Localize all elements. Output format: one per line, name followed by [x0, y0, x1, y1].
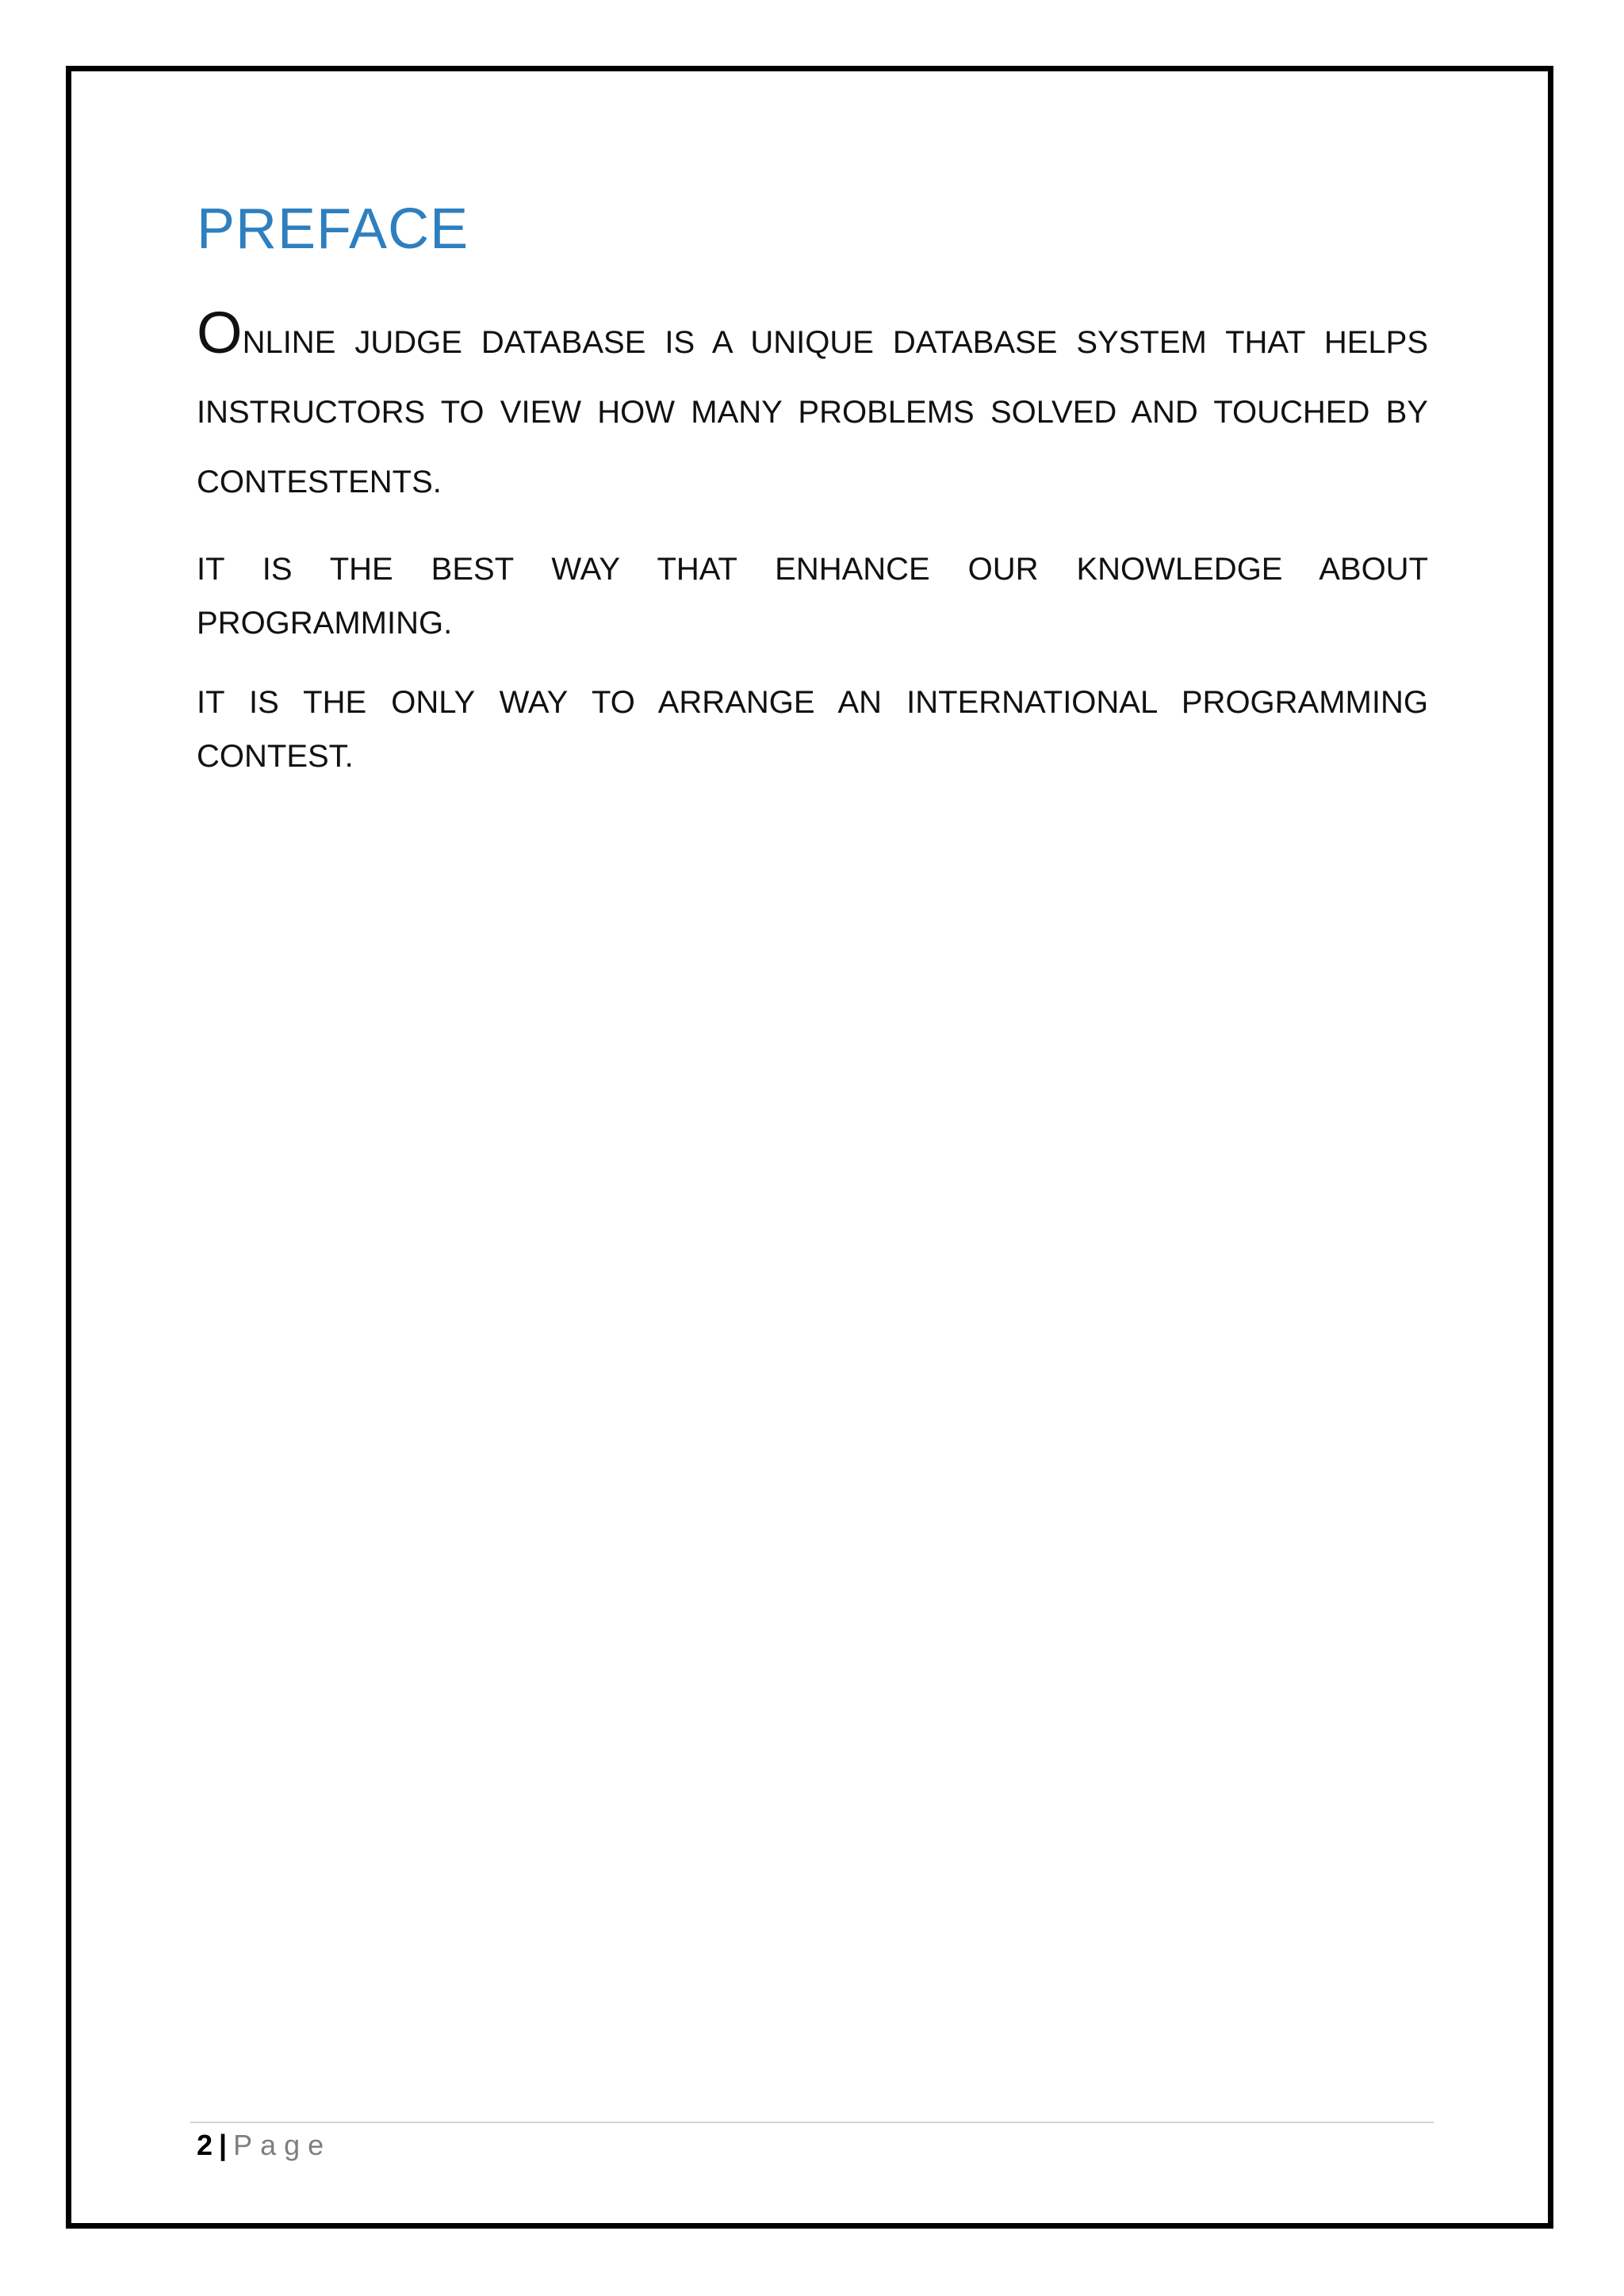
footer-divider [190, 2122, 1434, 2123]
document-body [197, 198, 1428, 809]
paragraph-1 [197, 300, 1428, 517]
paragraph-3: IT IS THE ONLY WAY TO ARRANGE AN INTERNATIONAL PROGRAMMING CONTEST. [197, 685, 1428, 775]
dropcap-letter: O [197, 300, 243, 366]
page-footer [197, 2128, 331, 2163]
footer-separator: | [219, 2129, 228, 2161]
paragraph-2: IT IS THE BEST WAY THAT ENHANCE OUR KNOWLEDGE ABOUT PROGRAMMING. [197, 552, 1428, 641]
page-title: PREFACE [197, 197, 469, 261]
page-number: 2 [197, 2129, 213, 2161]
paragraph-1-text: NLINE JUDGE DATABASE IS A UNIQUE DATABASE SYSTEM THAT HELPS INSTRUCTORS TO VIEW HOW MANY PROBLEMS SOLVED AND TOUCHED BY CONTESTENTS. [197, 325, 1428, 500]
page-label: Page [233, 2129, 332, 2161]
